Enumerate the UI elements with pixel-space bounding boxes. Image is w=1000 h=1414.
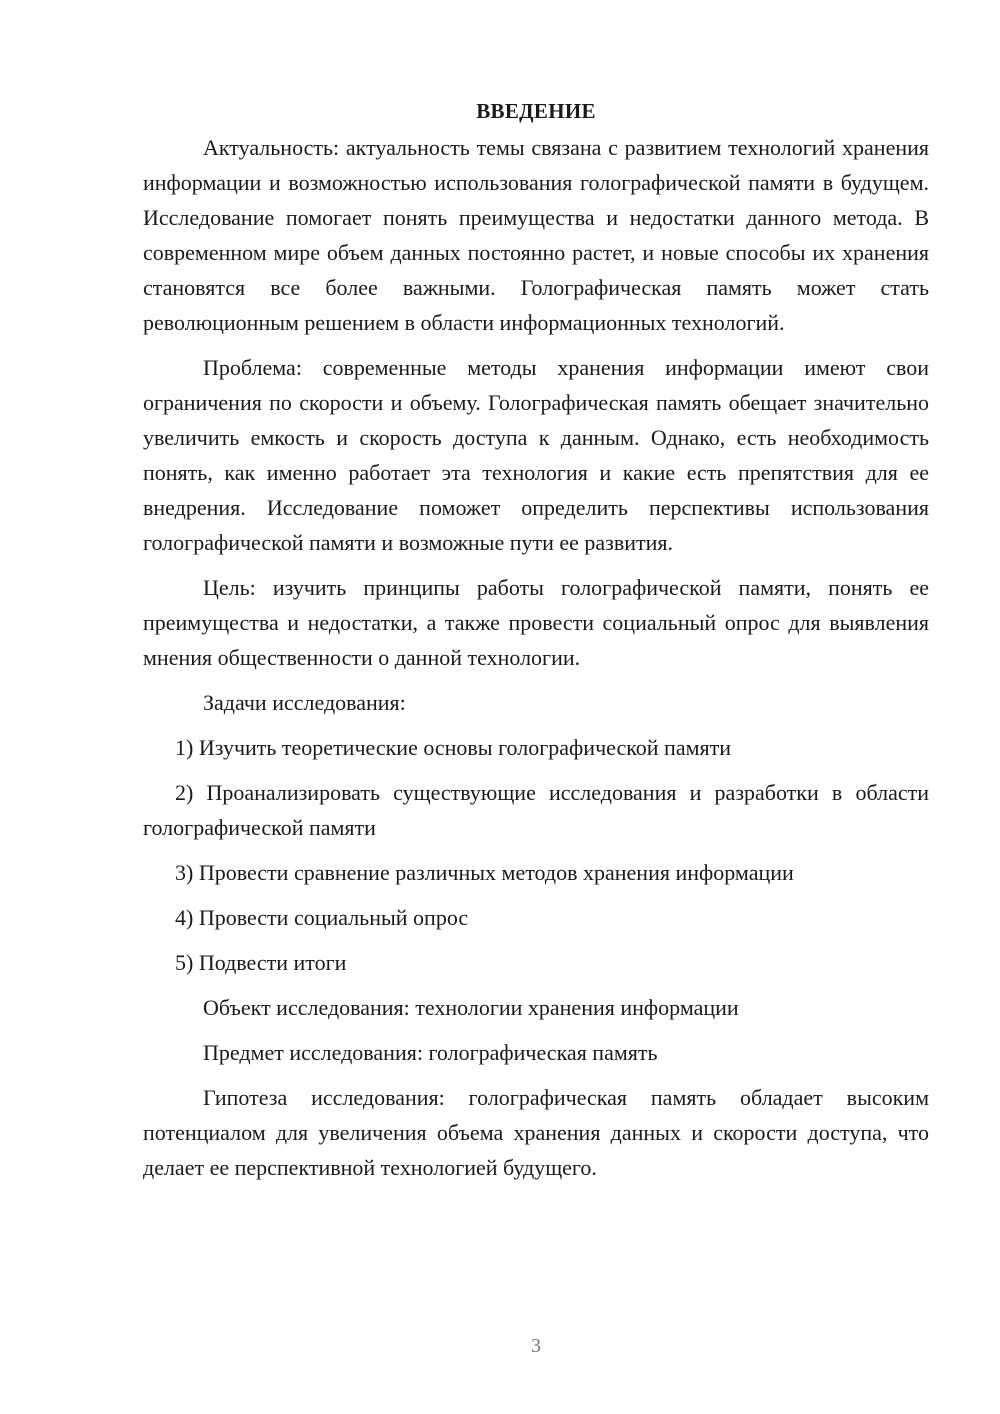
page-content bbox=[143, 96, 929, 1195]
task-item-5: 5) Подвести итоги bbox=[175, 950, 347, 975]
tasks-heading: Задачи исследования: bbox=[203, 690, 406, 715]
task-item-2: 2) Проанализировать существующие исследования и разработки в области голографической памяти bbox=[143, 780, 929, 840]
paragraph-problem: Проблема: современные методы хранения информации имеют свои ограничения по скорости и объему. Голографическая память обещает значительно увеличить емкость и скорость доступа к данным. Однако, есть необходимость понять, как именно работает эта технология и какие есть препятствия для ее внедрения. Исследование поможет определить перспективы использования голографической памяти и возможные пути ее развития. bbox=[143, 355, 929, 555]
paragraph-goal: Цель: изучить принципы работы голографической памяти, понять ее преимущества и недостатки, а также провести социальный опрос для выявления мнения общественности о данной технологии. bbox=[143, 575, 929, 670]
research-object: Объект исследования: технологии хранения информации bbox=[203, 995, 739, 1020]
section-title: ВВЕДЕНИЕ bbox=[476, 99, 596, 123]
task-item-4: 4) Провести социальный опрос bbox=[175, 905, 469, 930]
research-hypothesis: Гипотеза исследования: голографическая память обладает высоким потенциалом для увеличения объема хранения данных и скорости доступа, что делает ее перспективной технологией будущего. bbox=[143, 1085, 929, 1180]
research-subject: Предмет исследования: голографическая память bbox=[203, 1040, 658, 1065]
task-item-1: 1) Изучить теоретические основы голографической памяти bbox=[175, 735, 732, 760]
page-number: 3 bbox=[531, 1335, 541, 1357]
paragraph-relevance: Актуальность: актуальность темы связана с развитием технологий хранения информации и возможностью использования голографической памяти в будущем. Исследование помогает понять преимущества и недостатки данного метода. В современном мире объем данных постоянно растет, и новые способы их хранения становятся все более важными. Голографическая память может стать революционным решением в области информационных технологий. bbox=[143, 135, 929, 335]
task-item-3: 3) Провести сравнение различных методов хранения информации bbox=[175, 860, 794, 885]
